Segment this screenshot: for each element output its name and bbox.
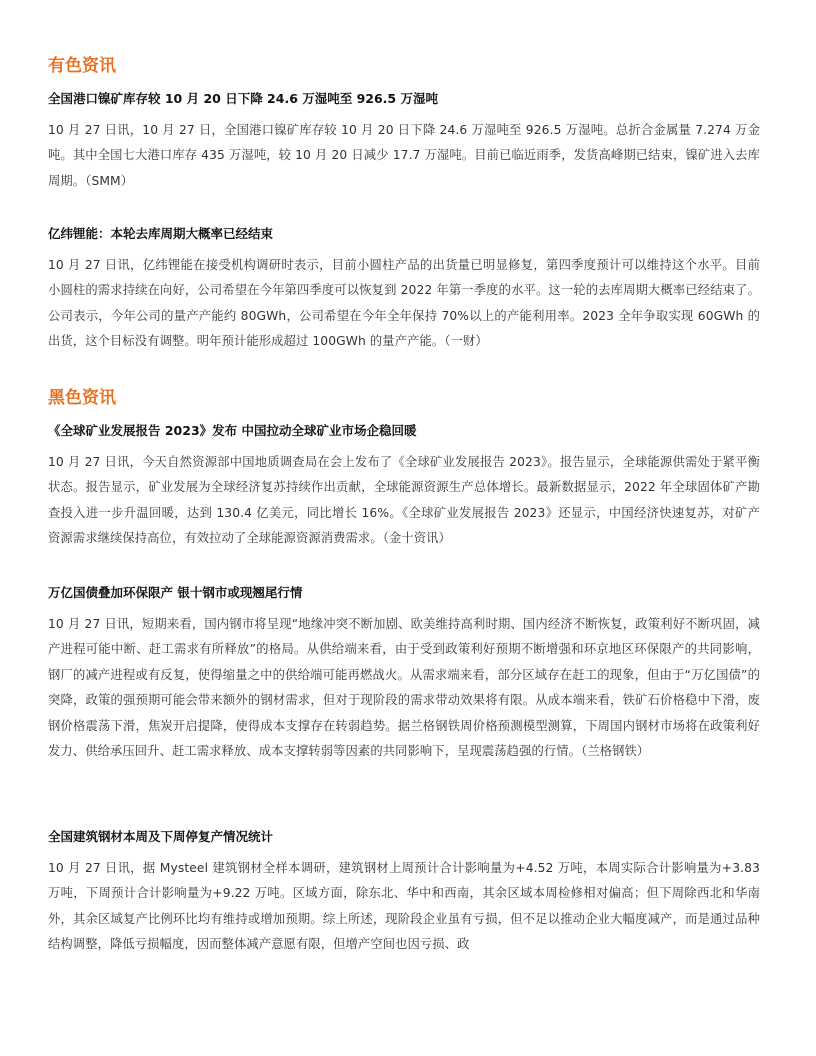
article-construction-steel-stats (48, 831, 760, 958)
article-body: 10 月 27 日讯，短期来看，国内钢市将呈现“地缘冲突不断加剧、欧美维持高利时期、国内经济不断恢复，政策利好不断巩固，减产进程可能中断、赶工需求有所释放”的格局。从供给端来看，由于受到政策利好预期不断增强和环京地区环保限产的共同影响，钢厂的减产进程或有反复，使得缩量之中的供给端可能再燃战火。从需求端来看，部分区域存在赶工的现象，但由于“万亿国债”的突降，政策的强预期可能会带来额外的钢材需求，但对于现阶段的需求带动效果将有限。从成本端来看，铁矿石价格稳中下滑，废钢价格震荡下滑，焦炭开启提降，使得成本支撑存在转弱趋势。据兰格钢铁周价格预测模型测算，下周国内钢材市场将在政策利好发力、供给承压回升、赶工需求释放、成本支撑转弱等因素的共同影响下，呈现震荡趋强的行情。（兰格钢铁） (48, 616, 760, 758)
article-global-mining-report (48, 425, 760, 552)
article-body: 10 月 27 日讯，今天自然资源部中国地质调查局在会上发布了《全球矿业发展报告 2023》。报告显示，全球能源供需处于紧平衡状态。报告显示，矿业发展为全球经济复苏持续作出贡献，全球能源资源生产总体增长。最新数据显示，2022 年全球固体矿产勘查投入进一步升温回暖，达到 130.4 亿美元，同比增长 16%。《全球矿业发展报告 2023》还显示，中国经济快速复苏，对矿产资源需求继续保持高位，有效拉动了全球能源资源消费需求。（金十资讯） (48, 454, 760, 545)
section-title-ferrous: 黑色资讯 (48, 388, 116, 408)
article-body: 10 月 27 日讯，据 Mysteel 建筑钢材全样本调研，建筑钢材上周预计合计影响量为+4.52 万吨，本周实际合计影响量为+3.83 万吨，下周预计合计影响量为+9.22 万吨。区域方面，除东北、华中和西南，其余区域本周检修相对偏高；但下周除西北和华南外，其余区域复产比例环比均有维持或增加预期。综上所述，现阶段企业虽有亏损，但不足以推动企业大幅度减产，而是通过品种结构调整，降低亏损幅度，因而整体减产意愿有限，但增产空间也因亏损、政 (48, 860, 760, 951)
section-title-nonferrous: 有色资讯 (48, 56, 116, 76)
article-nickel-inventory (48, 93, 760, 194)
article-eve-energy (48, 228, 760, 355)
article-body: 10 月 27 日讯，10 月 27 日，全国港口镍矿库存较 10 月 20 日下降 24.6 万湿吨至 926.5 万湿吨。总折合金属量 7.274 万金吨。其中全国七大港口库存 435 万湿吨，较 10 月 20 日减少 17.7 万湿吨。目前已临近雨季，发货高峰期已结束，镍矿进入去库周期。（SMM） (48, 122, 760, 188)
article-headline: 亿纬锂能：本轮去库周期大概率已经结束 (48, 226, 274, 241)
article-body: 10 月 27 日讯，亿纬锂能在接受机构调研时表示，目前小圆柱产品的出货量已明显修复，第四季度预计可以维持这个水平。目前小圆柱的需求持续在向好，公司希望在今年第四季度可以恢复到 2022 年第一季度的水平。这一轮的去库周期大概率已经结束了。公司表示，今年公司的量产产能约 80GWh，公司希望在今年全年保持 70%以上的产能利用率。2023 全年争取实现 60GWh 的出货，这个目标没有调整。明年预计能形成超过 100GWh 的量产产能。（一财） (48, 257, 760, 348)
article-headline: 《全球矿业发展报告 2023》发布 中国拉动全球矿业市场企稳回暖 (48, 423, 417, 438)
article-steel-market-outlook (48, 587, 760, 765)
article-headline: 全国港口镍矿库存较 10 月 20 日下降 24.6 万湿吨至 926.5 万湿吨 (48, 91, 438, 106)
article-headline: 全国建筑钢材本周及下周停复产情况统计 (48, 829, 274, 844)
article-headline: 万亿国债叠加环保限产 银十钢市或现翘尾行情 (48, 585, 303, 600)
